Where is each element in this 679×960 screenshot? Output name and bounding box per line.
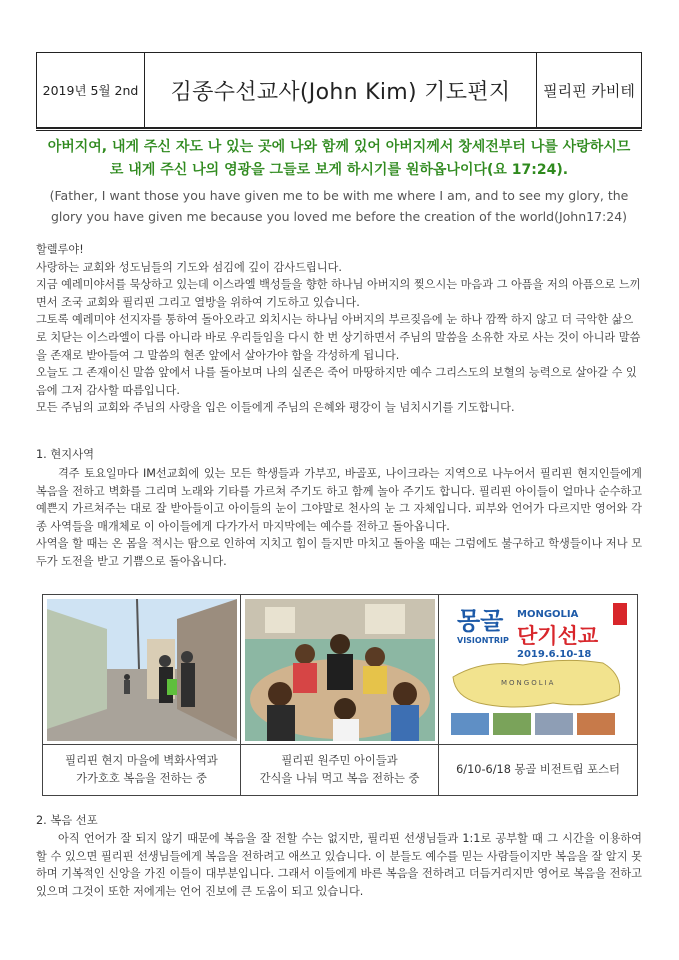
section1-paragraph: 격주 토요일마다 IM선교회에 있는 모든 학생들과 가부꼬, 바골포, 나이크라는 지역으로 나누어서 필리핀 현지인들에게 복음을 전하고 벽화를 그리며 노래와 기타를 가르쳐 주기도 하고 함께 놀아 주기도 합니다. 필리핀 아이들이 얼마나 순수하고 예쁜지 가르쳐주는 대로 잘 받아들이고 아이들의 눈이 그야말로 천사의 눈 그 자체입니다. 피부와 언어가 다르지만 영어와 각종 사역들을 매개체로 이 아이들에게 다가가서 마지막에는 예수를 전하고 돌아옵니다. xyxy=(36,467,642,533)
caption-line: 6/10-6/18 몽골 비전트립 포스터 xyxy=(456,763,620,776)
section1-paragraph: 사역을 할 때는 온 몸을 적시는 땀으로 인하여 지치고 힘이 들지만 마치고 돌아올 때는 그럼에도 불구하고 학생들이나 저나 모두가 도전을 받고 기쁨으로 돌아옵니다. xyxy=(36,537,642,568)
intro-line: 그토록 예레미야 선지자를 통하여 돌아오라고 외치시는 하나님 아버지의 부르짖음에 눈 하나 깜짝 하지 않고 더 극악한 삶으로 치닫는 이스라엘이 다름 아니라 바로 우리들임을 다시 한 번 상기하면서 주님의 말씀을 소유한 자로 사는 것이 아니라 말씀을 존재로 받아들여 그 말씀의 현존 앞에서 살아가야 함을 각성하게 됩니다. xyxy=(36,313,641,362)
photo-caption xyxy=(439,745,637,795)
photo-village-mural xyxy=(43,595,241,745)
poster-title-en: MONGOLIA xyxy=(517,609,579,620)
section2-paragraph: 아직 언어가 잘 되지 않기 때문에 복음을 잘 전할 수는 없지만, 필리핀 선생님들과 1:1로 공부할 때 그 시간을 이용하여 할 수 있으면 필리핀 선생님들에게 복음을 전하려고 애쓰고 있습니다. 이 분들도 예수를 믿는 사람들이지만 복음을 잘 알지 못하며 기복적인 신앙을 가진 이들이 대부분입니다. 그래서 이들에게 바른 복음을 전하려고 더듬거리지만 영어로 복음을 전하고 있으며 그것이 또한 저에게는 언어 진보에 큰 도움이 되고 있습니다. xyxy=(36,832,642,898)
header-divider xyxy=(36,128,642,131)
verse-english: (Father, I want those you have given me to be with me where I am, and to see my glory, the glory you have given me because you loved me before the creation of the world(John17:24) xyxy=(49,188,629,224)
section1-title: 1. 현지사역 xyxy=(36,448,95,461)
intro-line: 사랑하는 교회와 성도님들의 기도와 섬김에 깊이 감사드립니다. xyxy=(36,260,342,274)
intro-text xyxy=(36,241,642,417)
photo-mongolia-poster xyxy=(439,595,637,745)
caption-line: 필리핀 현지 마을에 벽화사역과 xyxy=(65,754,218,767)
intro-line: 할렐루야! xyxy=(36,243,84,256)
verse-korean: 아버지여, 내게 주신 자도 나 있는 곳에 나와 함께 있어 아버지께서 창세전부터 나를 사랑하시므로 내게 주신 나의 영광을 그들로 보게 하시기를 원하옵나이다(요 17:24). xyxy=(47,139,631,178)
section2-body xyxy=(36,830,642,900)
intro-line: 오늘도 그 존재이신 말씀 앞에서 나를 돌아보며 나의 실존은 죽어 마땅하지만 예수 그리스도의 보혈의 능력으로 살아갈 수 있음에 그저 감사할 따름입니다. xyxy=(36,366,637,397)
intro-line: 지금 예레미야서를 묵상하고 있는데 이스라엘 백성들을 향한 하나님 아버지의 찢으시는 마음과 그 아픔을 저의 아픔으로 느끼면서 조국 교회와 필리핀 그리고 열방을 위하여 기도하고 있습니다. xyxy=(36,278,641,309)
caption-line: 필리핀 원주민 아이들과 xyxy=(281,754,398,767)
letter-location: 필리핀 카비테 xyxy=(543,81,635,100)
poster-map-label: MONGOLIA xyxy=(501,679,556,687)
intro-line: 모든 주님의 교회와 주님의 사랑을 입은 이들에게 주님의 은혜와 평강이 늘 넘치시기를 기도합니다. xyxy=(36,401,515,415)
letter-header xyxy=(36,52,642,128)
caption-line: 간식을 나눠 먹고 복음 전하는 중 xyxy=(259,772,420,785)
section2-title: 2. 복음 선포 xyxy=(36,814,98,827)
section1-body xyxy=(36,465,642,571)
photo-caption xyxy=(241,745,439,795)
letter-date: 2019년 5월 2nd xyxy=(37,53,145,127)
photo-caption xyxy=(43,745,241,795)
poster-dates: 2019.6.10-18 xyxy=(517,649,592,660)
letter-title: 김종수선교사(John Kim) 기도편지 xyxy=(145,53,537,127)
poster-title-ko-1: 몽골 xyxy=(457,607,504,635)
poster-title-ko-2: 단기선교 xyxy=(517,624,599,648)
photo-table xyxy=(42,594,638,796)
caption-line: 가가호호 복음을 전하는 중 xyxy=(76,772,207,785)
poster-subtitle: VISIONTRIP xyxy=(457,636,509,645)
photo-children-gospel xyxy=(241,595,439,745)
